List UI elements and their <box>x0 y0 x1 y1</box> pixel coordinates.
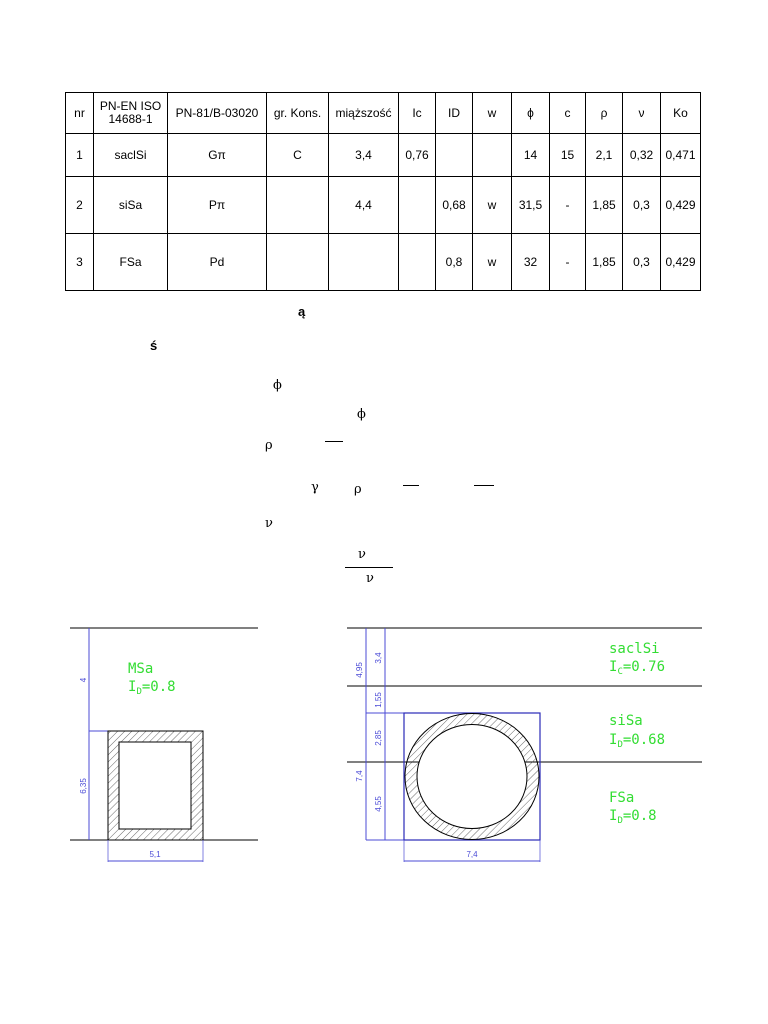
dim-top: 4 <box>79 677 88 683</box>
table-cell: 0,32 <box>623 134 661 177</box>
fragment-phi-1: ϕ <box>273 378 282 393</box>
culvert-opening <box>119 742 191 829</box>
table-cell: w <box>473 234 512 291</box>
table-cell: 0,471 <box>661 134 701 177</box>
table-cell: 2 <box>66 177 94 234</box>
header-id: ID <box>436 93 473 134</box>
table-cell: 0,68 <box>436 177 473 234</box>
dim-gap: 1,55 <box>374 692 383 708</box>
fragment-nu-2: ν <box>358 547 366 562</box>
table-cell: - <box>550 234 586 291</box>
table-cell: 1,85 <box>586 177 623 234</box>
dim-inner-bottom: 4,55 <box>374 796 383 812</box>
header-thickness: miąższość <box>329 93 399 134</box>
header-pn-81: PN-81/B-03020 <box>168 93 267 134</box>
table-cell: siSa <box>94 177 168 234</box>
table-cell: Pπ <box>168 177 267 234</box>
table-cell: 3 <box>66 234 94 291</box>
layer-3-name: FSa <box>609 790 635 806</box>
header-w: w <box>473 93 512 134</box>
fragment-a-ogonek: ą <box>298 304 306 319</box>
fragment-nu-1: ν <box>265 516 273 531</box>
table-cell: C <box>267 134 329 177</box>
table-cell: 0,3 <box>623 234 661 291</box>
left-drawing <box>70 628 258 862</box>
fragment-rho-1: ρ <box>265 438 273 453</box>
table-cell: w <box>473 177 512 234</box>
soil-label-index: $I_D=0.8$ <box>128 679 176 697</box>
dim-width: 7,4 <box>466 850 478 859</box>
table-cell: 3,4 <box>329 134 399 177</box>
table-cell: 15 <box>550 134 586 177</box>
dim-outer-bottom: 7,4 <box>355 770 364 782</box>
header-phi: ϕ <box>512 93 550 134</box>
table-cell: saclSi <box>94 134 168 177</box>
right-drawing <box>347 628 702 862</box>
header-nr: nr <box>66 93 94 134</box>
fragment-s-acute: ś <box>150 338 158 353</box>
table-cell: 0,429 <box>661 234 701 291</box>
table-cell: 0,429 <box>661 177 701 234</box>
header-pn-en-iso: PN-EN ISO 14688-1 <box>94 93 168 134</box>
layer-1-index: $I_C=0.76$ <box>609 659 666 677</box>
layer-3-index: $I_D=0.8$ <box>609 808 657 826</box>
table-cell: 1,85 <box>586 234 623 291</box>
fragment-phi-2: ϕ <box>357 407 366 422</box>
header-rho: ρ <box>586 93 623 134</box>
table-cell: - <box>550 177 586 234</box>
table-cell: 32 <box>512 234 550 291</box>
table-cell: 4,4 <box>329 177 399 234</box>
table-cell: Pd <box>168 234 267 291</box>
dim-mid: 2,85 <box>374 730 383 746</box>
header-ic: Ic <box>399 93 436 134</box>
table-cell: 14 <box>512 134 550 177</box>
fragment-nu-3: ν <box>366 571 374 586</box>
fragment-gamma: γ <box>311 480 319 495</box>
table-cell: FSa <box>94 234 168 291</box>
table-cell: 31,5 <box>512 177 550 234</box>
header-consistency-group: gr. Kons. <box>267 93 329 134</box>
fragment-rho-2: ρ <box>354 482 362 497</box>
dim-bottom: 6,35 <box>79 778 88 794</box>
pipe-opening <box>417 725 527 829</box>
layer-2-index: $I_D=0.68$ <box>609 732 666 750</box>
header-c: c <box>550 93 586 134</box>
dim-inner-top: 3,4 <box>374 652 383 664</box>
layer-2-name: siSa <box>609 713 643 729</box>
dim-width: 5,1 <box>149 850 161 859</box>
soil-label-name: MSa <box>128 661 154 677</box>
dim-outer-top: 4,95 <box>355 662 364 678</box>
header-ko: Ko <box>661 93 701 134</box>
table-cell: 0,76 <box>399 134 436 177</box>
header-nu: ν <box>623 93 661 134</box>
table-cell: 1 <box>66 134 94 177</box>
layer-1-name: saclSi <box>609 641 660 657</box>
table-cell: 0,8 <box>436 234 473 291</box>
table-cell: 2,1 <box>586 134 623 177</box>
table-cell: Gπ <box>168 134 267 177</box>
table-cell: 0,3 <box>623 177 661 234</box>
